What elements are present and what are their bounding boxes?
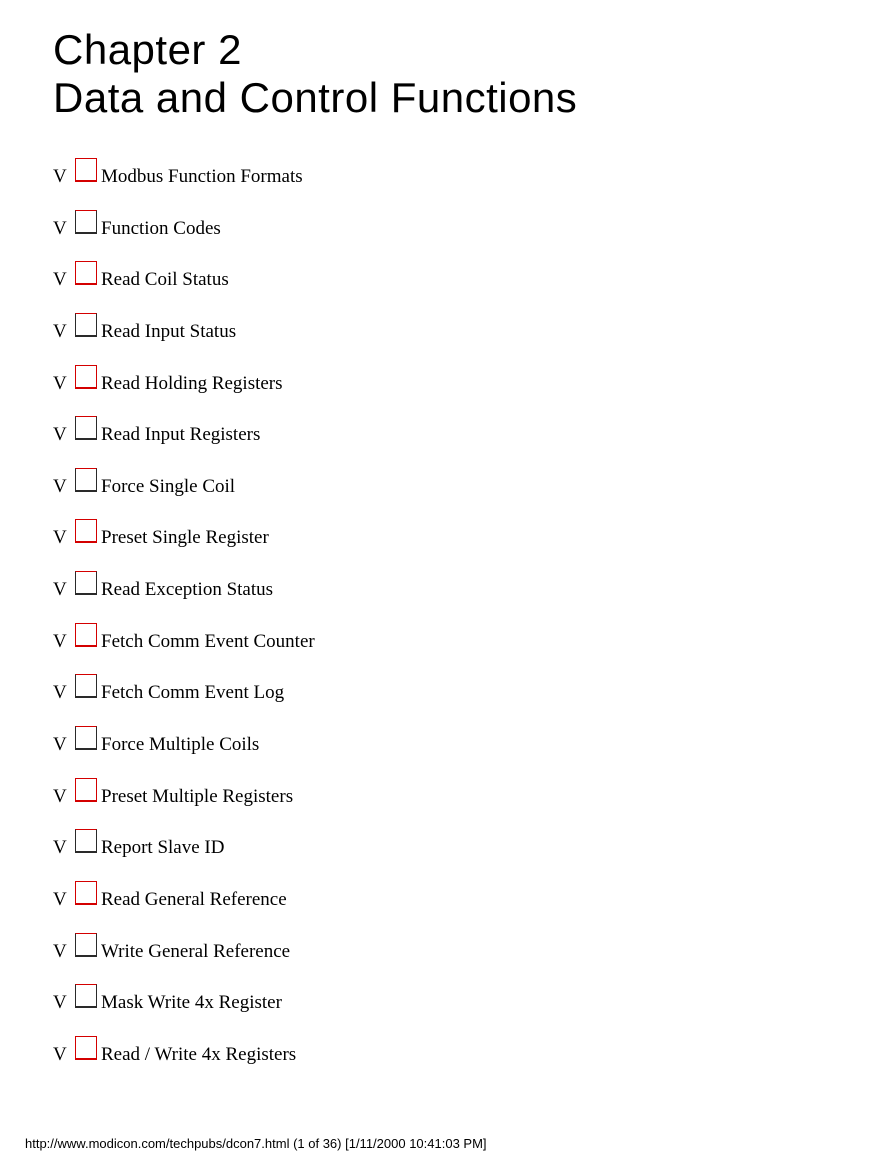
toc-item-fetch-comm-event-counter[interactable]: [53, 623, 315, 675]
toc-link-label[interactable]: Write General Reference: [101, 940, 291, 962]
toc-item-read-input-registers[interactable]: [53, 416, 315, 468]
table-of-contents: [53, 158, 315, 1088]
link-box-icon[interactable]: [75, 571, 97, 593]
link-box-icon[interactable]: [75, 158, 97, 180]
bullet-marker: V: [53, 888, 67, 910]
bullet-marker: V: [53, 166, 67, 187]
bullet-marker: V: [53, 734, 67, 756]
bullet-marker: V: [53, 475, 67, 497]
toc-item-read-exception-status[interactable]: [53, 571, 315, 623]
link-box-icon[interactable]: [75, 881, 97, 903]
toc-link-label[interactable]: Read Input Registers: [101, 424, 261, 446]
toc-link-label[interactable]: Force Multiple Coils: [101, 734, 260, 756]
bullet-marker: V: [53, 682, 67, 704]
bullet-marker: V: [53, 992, 67, 1014]
toc-item-write-general-reference[interactable]: [53, 933, 315, 985]
link-box-icon[interactable]: [75, 365, 97, 387]
bullet-marker: V: [53, 320, 67, 342]
link-box-icon[interactable]: [75, 261, 97, 283]
toc-item-force-single-coil[interactable]: [53, 468, 315, 520]
link-box-icon[interactable]: [75, 313, 97, 335]
link-box-icon[interactable]: [75, 778, 97, 800]
toc-item-force-multiple-coils[interactable]: [53, 726, 315, 778]
page-footer-url: http://www.modicon.com/techpubs/dcon7.html (1 of 36) [1/11/2000 10:41:03 PM]: [25, 1136, 487, 1151]
toc-item-read-write-4x-registers[interactable]: [53, 1036, 315, 1088]
toc-item-fetch-comm-event-log[interactable]: [53, 674, 315, 726]
toc-item-modbus-function-formats[interactable]: [53, 158, 315, 210]
toc-link-label[interactable]: Read Input Status: [101, 320, 237, 342]
toc-item-read-coil-status[interactable]: [53, 261, 315, 313]
bullet-marker: V: [53, 1043, 67, 1065]
toc-link-label[interactable]: Read Holding Registers: [101, 372, 283, 394]
toc-link-label[interactable]: Preset Single Register: [101, 527, 269, 549]
toc-link-label[interactable]: Force Single Coil: [101, 475, 236, 497]
toc-item-preset-multiple-registers[interactable]: [53, 778, 315, 830]
link-box-icon[interactable]: [75, 933, 97, 955]
link-box-icon[interactable]: [75, 726, 97, 748]
toc-item-mask-write-4x-register[interactable]: [53, 984, 315, 1036]
link-box-icon[interactable]: [75, 210, 97, 232]
toc-item-preset-single-register[interactable]: [53, 519, 315, 571]
link-box-icon[interactable]: [75, 984, 97, 1006]
toc-link-label[interactable]: Report Slave ID: [101, 837, 225, 859]
chapter-heading: [53, 26, 577, 122]
chapter-number: Chapter 2: [53, 26, 242, 73]
toc-item-read-holding-registers[interactable]: [53, 365, 315, 417]
link-box-icon[interactable]: [75, 623, 97, 645]
bullet-marker: V: [53, 217, 67, 239]
bullet-marker: V: [53, 269, 67, 291]
bullet-marker: V: [53, 785, 67, 807]
toc-link-label[interactable]: Read / Write 4x Registers: [101, 1043, 297, 1065]
bullet-marker: V: [53, 837, 67, 859]
toc-item-read-input-status[interactable]: [53, 313, 315, 365]
toc-link-label[interactable]: Read Coil Status: [101, 269, 229, 291]
toc-item-report-slave-id[interactable]: [53, 829, 315, 881]
toc-link-label[interactable]: Mask Write 4x Register: [101, 992, 282, 1014]
bullet-marker: V: [53, 372, 67, 394]
bullet-marker: V: [53, 424, 67, 446]
link-box-icon[interactable]: [75, 1036, 97, 1058]
bullet-marker: V: [53, 579, 67, 601]
toc-link-label[interactable]: Function Codes: [101, 217, 221, 239]
toc-link-label[interactable]: Read Exception Status: [101, 579, 274, 601]
toc-link-label[interactable]: Read General Reference: [101, 888, 287, 910]
link-box-icon[interactable]: [75, 829, 97, 851]
toc-link-label[interactable]: Fetch Comm Event Log: [101, 682, 285, 704]
toc-item-function-codes[interactable]: [53, 210, 315, 262]
link-box-icon[interactable]: [75, 416, 97, 438]
link-box-icon[interactable]: [75, 519, 97, 541]
bullet-marker: V: [53, 527, 67, 549]
toc-link-label[interactable]: Fetch Comm Event Counter: [101, 630, 315, 652]
bullet-marker: V: [53, 940, 67, 962]
link-box-icon[interactable]: [75, 468, 97, 490]
chapter-title: Data and Control Functions: [53, 74, 578, 121]
toc-link-label[interactable]: Modbus Function Formats: [101, 166, 303, 187]
toc-link-label[interactable]: Preset Multiple Registers: [101, 785, 294, 807]
bullet-marker: V: [53, 630, 67, 652]
link-box-icon[interactable]: [75, 674, 97, 696]
toc-item-read-general-reference[interactable]: [53, 881, 315, 933]
